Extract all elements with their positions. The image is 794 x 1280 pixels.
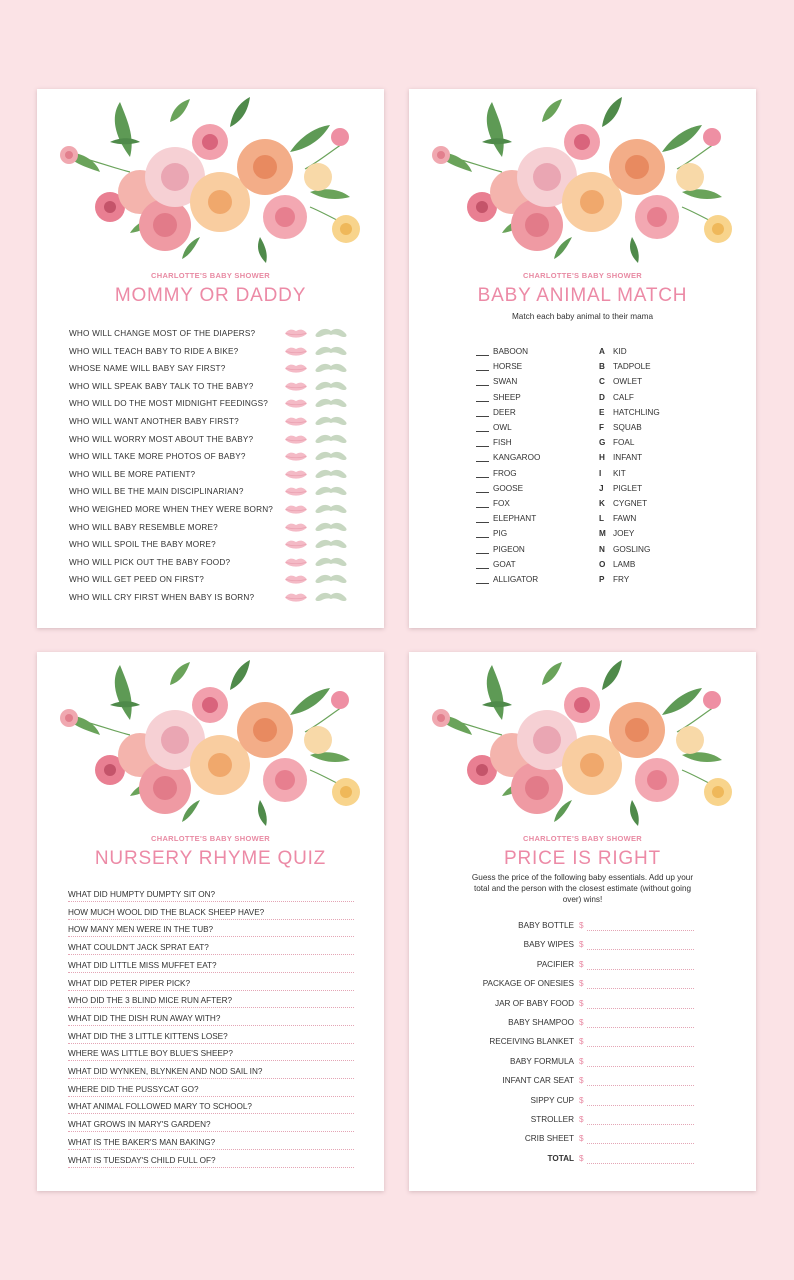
mustache-icon xyxy=(314,592,348,603)
price-is-right-card xyxy=(409,652,756,1191)
lips-icon xyxy=(284,434,308,445)
mustache-icon xyxy=(314,574,348,585)
quiz-question: WHAT GROWS IN MARY'S GARDEN? xyxy=(68,1120,354,1132)
price-blank[interactable] xyxy=(587,1124,694,1125)
item-name: BABY FORMULA xyxy=(509,1056,574,1066)
answer-blank[interactable] xyxy=(476,370,489,371)
dollar-sign: $ xyxy=(579,921,584,930)
dollar-sign: $ xyxy=(579,959,584,969)
question-text: WHO WILL BABY RESEMBLE MORE? xyxy=(69,522,218,532)
quiz-question: WHAT DID THE 3 LITTLE KITTENS LOSE? xyxy=(68,1032,354,1044)
dollar-sign: $ xyxy=(579,998,584,1008)
option-letter: H xyxy=(599,453,605,463)
lips-icon xyxy=(284,363,308,374)
item-name: PACKAGE OF ONESIES xyxy=(482,979,574,989)
item-name: CRIB SHEET xyxy=(524,1134,574,1144)
quiz-question: WHAT COULDN'T JACK SPRAT EAT? xyxy=(68,943,354,955)
animal-name: GOOSE xyxy=(493,483,524,493)
mustache-icon xyxy=(314,346,348,357)
question-text: WHO WILL TAKE MORE PHOTOS OF BABY? xyxy=(69,452,246,462)
price-blank[interactable] xyxy=(587,1143,694,1144)
floral-illustration xyxy=(55,97,365,263)
option-letter: J xyxy=(599,483,604,493)
dollar-sign: $ xyxy=(579,1134,584,1144)
animal-name: SHEEP xyxy=(493,392,521,402)
quiz-question: HOW MANY MEN WERE IN THE TUB? xyxy=(68,925,354,937)
mustache-icon xyxy=(314,328,348,339)
lips-icon xyxy=(284,451,308,462)
question-text: WHO WILL TEACH BABY TO RIDE A BIKE? xyxy=(69,346,239,356)
mustache-icon xyxy=(314,469,348,480)
price-blank[interactable] xyxy=(587,1027,694,1028)
quiz-question: WHAT DID LITTLE MISS MUFFET EAT? xyxy=(68,961,354,973)
answer-blank[interactable] xyxy=(476,461,489,462)
question-text: WHO WILL GET PEED ON FIRST? xyxy=(69,575,205,585)
animal-name: HORSE xyxy=(493,362,523,372)
option-letter: M xyxy=(599,529,606,539)
price-blank[interactable] xyxy=(587,1085,694,1086)
animal-match-row xyxy=(409,377,756,389)
nursery-rhyme-quiz-card xyxy=(37,652,384,1191)
animal-match-row xyxy=(409,514,756,526)
animal-match-row xyxy=(409,529,756,541)
animal-match-row xyxy=(409,560,756,572)
lips-icon xyxy=(284,346,308,357)
lips-icon xyxy=(284,416,308,427)
item-name: STROLLER xyxy=(530,1115,574,1124)
animal-match-row xyxy=(409,347,756,359)
answer-blank[interactable] xyxy=(476,446,489,447)
animal-match-row xyxy=(409,453,756,465)
item-name: PACIFIER xyxy=(536,959,574,969)
floral-illustration xyxy=(55,660,365,826)
item-name: SIPPY CUP xyxy=(530,1095,574,1105)
animal-name: KANGAROO xyxy=(493,453,541,463)
item-name: BABY WIPES xyxy=(523,940,574,950)
animal-match-row xyxy=(409,362,756,374)
lips-icon xyxy=(284,381,308,392)
question-text: WHO WILL SPOIL THE BABY MORE? xyxy=(69,540,216,550)
animal-name: ALLIGATOR xyxy=(493,575,539,584)
mustache-icon xyxy=(314,363,348,374)
option-letter: L xyxy=(599,514,605,524)
animal-name: PIGEON xyxy=(493,544,525,554)
price-blank[interactable] xyxy=(587,1105,694,1106)
card-instructions: Match each baby animal to their mama xyxy=(511,312,654,321)
animal-name: GOAT xyxy=(493,559,516,569)
animal-name: ELEPHANT xyxy=(493,514,537,524)
question-text: WHO WILL CRY FIRST WHEN BABY IS BORN? xyxy=(69,593,255,602)
total-label: TOTAL xyxy=(547,1153,574,1163)
mustache-icon xyxy=(314,398,348,409)
baby-animal-name: TADPOLE xyxy=(613,362,651,372)
price-blank[interactable] xyxy=(587,930,694,931)
baby-animal-name: SQUAB xyxy=(613,423,642,432)
baby-animal-name: INFANT xyxy=(613,453,643,463)
price-blank[interactable] xyxy=(587,1008,694,1009)
card-title: BABY ANIMAL MATCH xyxy=(477,285,688,306)
answer-blank[interactable] xyxy=(476,568,489,569)
animal-match-row xyxy=(409,423,756,435)
baby-animal-name: KID xyxy=(613,347,627,356)
answer-blank[interactable] xyxy=(476,431,489,432)
quiz-question: WHERE WAS LITTLE BOY BLUE'S SHEEP? xyxy=(68,1049,354,1061)
dollar-sign: $ xyxy=(579,979,584,989)
baby-animal-name: PIGLET xyxy=(613,483,643,493)
baby-animal-name: FRY xyxy=(613,575,630,584)
dollar-sign: $ xyxy=(579,1095,584,1105)
card-subtitle: CHARLOTTE'S BABY SHOWER xyxy=(151,271,270,280)
answer-blank[interactable] xyxy=(476,507,489,508)
animal-match-row xyxy=(409,469,756,481)
floral-illustration xyxy=(427,660,737,826)
animal-match-row xyxy=(409,484,756,496)
lips-icon xyxy=(284,328,308,339)
item-name: BABY BOTTLE xyxy=(518,921,574,930)
dollar-sign: $ xyxy=(579,1018,584,1027)
question-text: WHO WEIGHED MORE WHEN THEY WERE BORN? xyxy=(69,505,274,514)
animal-name: FOX xyxy=(493,499,510,508)
price-blank[interactable] xyxy=(587,1066,694,1067)
answer-blank[interactable] xyxy=(476,477,489,478)
floral-illustration xyxy=(427,97,737,263)
baby-animal-name: CALF xyxy=(613,392,634,402)
question-text: WHO WILL DO THE MOST MIDNIGHT FEEDINGS? xyxy=(69,399,269,409)
baby-animal-name: KIT xyxy=(613,468,626,478)
answer-blank[interactable] xyxy=(476,355,489,356)
option-letter: I xyxy=(599,468,602,478)
lips-icon xyxy=(284,539,308,550)
option-letter: K xyxy=(599,499,605,508)
animal-name: SWAN xyxy=(493,377,518,387)
animal-name: PIG xyxy=(493,529,508,539)
quiz-question: WHAT IS TUESDAY'S CHILD FULL OF? xyxy=(68,1156,354,1168)
option-letter: C xyxy=(599,377,605,387)
animal-match-row xyxy=(409,438,756,450)
lips-icon xyxy=(284,469,308,480)
dollar-sign: $ xyxy=(579,1115,584,1124)
item-name: JAR OF BABY FOOD xyxy=(494,998,574,1008)
answer-blank[interactable] xyxy=(476,553,489,554)
answer-blank[interactable] xyxy=(476,385,489,386)
mustache-icon xyxy=(314,416,348,427)
price-blank[interactable] xyxy=(587,1046,694,1047)
card-title: MOMMY OR DADDY xyxy=(114,285,307,306)
card-subtitle: CHARLOTTE'S BABY SHOWER xyxy=(151,834,270,843)
quiz-question: HOW MUCH WOOL DID THE BLACK SHEEP HAVE? xyxy=(68,908,354,920)
lips-icon xyxy=(284,574,308,585)
mustache-icon xyxy=(314,539,348,550)
mommy-or-daddy-card xyxy=(37,89,384,628)
baby-animal-match-card xyxy=(409,89,756,628)
price-blank[interactable] xyxy=(587,1163,694,1164)
animal-match-row xyxy=(409,575,756,587)
quiz-question: WHAT DID THE DISH RUN AWAY WITH? xyxy=(68,1014,354,1026)
answer-blank[interactable] xyxy=(476,522,489,523)
baby-animal-name: FOAL xyxy=(613,438,635,448)
question-text: WHO WILL CHANGE MOST OF THE DIAPERS? xyxy=(69,329,256,338)
option-letter: B xyxy=(599,362,605,372)
price-blank[interactable] xyxy=(587,969,694,970)
quiz-question: WHAT ANIMAL FOLLOWED MARY TO SCHOOL? xyxy=(68,1102,354,1114)
baby-animal-name: CYGNET xyxy=(613,499,648,508)
baby-animal-name: LAMB xyxy=(613,559,636,569)
quiz-question: WHAT DID HUMPTY DUMPTY SIT ON? xyxy=(68,890,354,902)
lips-icon xyxy=(284,557,308,568)
option-letter: E xyxy=(599,407,605,417)
baby-animal-name: FAWN xyxy=(613,514,637,524)
baby-animal-name: GOSLING xyxy=(613,544,651,554)
lips-icon xyxy=(284,398,308,409)
mustache-icon xyxy=(314,486,348,497)
card-title: PRICE IS RIGHT xyxy=(504,848,661,869)
quiz-question: WHERE DID THE PUSSYCAT GO? xyxy=(68,1085,354,1097)
option-letter: F xyxy=(599,423,605,432)
option-letter: A xyxy=(599,347,605,356)
option-letter: G xyxy=(599,438,606,448)
quiz-question: WHAT DID PETER PIPER PICK? xyxy=(68,979,354,991)
item-name: BABY SHAMPOO xyxy=(508,1018,574,1027)
mustache-icon xyxy=(314,434,348,445)
answer-blank[interactable] xyxy=(476,537,489,538)
animal-match-row xyxy=(409,393,756,405)
question-text: WHO WILL WANT ANOTHER BABY FIRST? xyxy=(69,417,239,426)
dollar-sign: $ xyxy=(579,940,584,950)
option-letter: P xyxy=(599,575,605,584)
baby-animal-name: OWLET xyxy=(613,377,643,387)
item-name: RECEIVING BLANKET xyxy=(489,1037,574,1047)
lips-icon xyxy=(284,504,308,515)
option-letter: N xyxy=(599,544,605,554)
mustache-icon xyxy=(314,557,348,568)
baby-animal-name: HATCHLING xyxy=(613,407,660,417)
question-text: WHOSE NAME WILL BABY SAY FIRST? xyxy=(69,364,226,374)
lips-icon xyxy=(284,592,308,603)
mustache-icon xyxy=(314,522,348,533)
dollar-sign: $ xyxy=(579,1153,584,1163)
animal-name: OWL xyxy=(493,423,512,432)
dollar-sign: $ xyxy=(579,1056,584,1066)
price-blank[interactable] xyxy=(587,949,694,950)
option-letter: O xyxy=(599,559,606,569)
animal-match-row xyxy=(409,545,756,557)
quiz-question: WHAT IS THE BAKER'S MAN BAKING? xyxy=(68,1138,354,1150)
quiz-question: WHAT DID WYNKEN, BLYNKEN AND NOD SAIL IN? xyxy=(68,1067,354,1079)
question-text: WHO WILL SPEAK BABY TALK TO THE BABY? xyxy=(69,381,254,391)
question-text: WHO WILL BE MORE PATIENT? xyxy=(69,469,196,479)
option-letter: D xyxy=(599,392,605,402)
answer-blank[interactable] xyxy=(476,583,489,584)
card-subtitle: CHARLOTTE'S BABY SHOWER xyxy=(523,834,642,843)
animal-match-row xyxy=(409,408,756,420)
animal-name: FISH xyxy=(493,438,512,448)
answer-blank[interactable] xyxy=(476,416,489,417)
answer-blank[interactable] xyxy=(476,492,489,493)
item-name: INFANT CAR SEAT xyxy=(502,1076,574,1086)
animal-name: BABOON xyxy=(493,347,529,356)
animal-match-row xyxy=(409,499,756,511)
card-instructions: Guess the price of the following baby essentials. Add up your total and the person with the closest estimate (without going over) wins! xyxy=(471,873,694,904)
question-text: WHO WILL WORRY MOST ABOUT THE BABY? xyxy=(69,434,254,444)
mustache-icon xyxy=(314,451,348,462)
animal-name: FROG xyxy=(493,468,517,478)
price-blank[interactable] xyxy=(587,988,694,989)
question-text: WHO WILL PICK OUT THE BABY FOOD? xyxy=(69,557,231,567)
mustache-icon xyxy=(314,381,348,392)
card-title: NURSERY RHYME QUIZ xyxy=(94,848,327,869)
answer-blank[interactable] xyxy=(476,401,489,402)
lips-icon xyxy=(284,522,308,533)
quiz-question: WHO DID THE 3 BLIND MICE RUN AFTER? xyxy=(68,996,354,1008)
animal-name: DEER xyxy=(493,407,516,417)
dollar-sign: $ xyxy=(579,1076,584,1086)
mustache-icon xyxy=(314,504,348,515)
question-text: WHO WILL BE THE MAIN DISCIPLINARIAN? xyxy=(69,487,244,497)
card-subtitle: CHARLOTTE'S BABY SHOWER xyxy=(523,271,642,280)
dollar-sign: $ xyxy=(579,1037,584,1047)
baby-animal-name: JOEY xyxy=(613,529,635,539)
lips-icon xyxy=(284,486,308,497)
